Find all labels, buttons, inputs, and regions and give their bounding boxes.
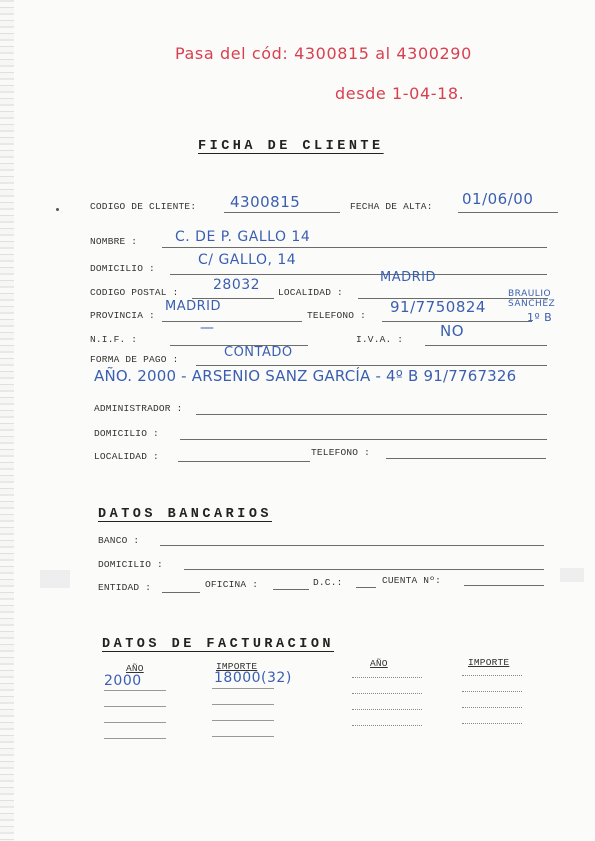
telefono-note-name: BRAULIO: [508, 289, 552, 299]
localidad2-line: [178, 461, 310, 462]
billing-line: [212, 688, 274, 689]
localidad2-label: LOCALIDAD :: [94, 451, 159, 462]
extra-handwritten-note: AÑO. 2000 - ARSENIO SANZ GARCÍA - 4º B 91/7767326: [94, 367, 517, 385]
entidad-line: [162, 592, 200, 593]
billing-row-ano: 2000: [104, 673, 142, 689]
billing-line: [212, 704, 274, 705]
scan-speck: [560, 568, 584, 582]
domicilio-line: [170, 274, 547, 275]
billing-line: [212, 720, 274, 721]
billing-heading: DATOS DE FACTURACION: [102, 637, 335, 652]
billing-line: [352, 677, 422, 678]
codigo-cliente-line: [224, 212, 340, 213]
nombre-label: NOMBRE :: [90, 236, 138, 247]
oficina-line: [273, 589, 309, 590]
telefono-note-floor: 1º B: [527, 311, 553, 324]
billing-line: [104, 706, 166, 707]
dc-label: D.C.:: [313, 577, 343, 588]
col-importe: IMPORTE: [216, 661, 258, 672]
telefono-note-surname: SANCHEZ: [508, 299, 556, 309]
iva-line: [425, 345, 547, 346]
provincia-label: PROVINCIA :: [90, 310, 155, 321]
billing-line: [352, 725, 422, 726]
forma-pago-line: [196, 365, 547, 366]
codigo-cliente-value: 4300815: [230, 193, 301, 211]
fecha-alta-value: 01/06/00: [462, 190, 534, 208]
col-importe-2: IMPORTE: [468, 657, 510, 668]
cuenta-label: CUENTA Nº:: [382, 575, 442, 586]
billing-line: [462, 723, 522, 724]
oficina-label: OFICINA :: [205, 579, 259, 590]
billing-line: [462, 675, 522, 676]
dc-line: [356, 587, 376, 588]
nombre-value: C. DE P. GALLO 14: [175, 229, 311, 245]
forma-pago-value: CONTADO: [224, 345, 293, 360]
scan-mark: [56, 208, 59, 211]
codigo-cliente-label: CODIGO DE CLIENTE:: [90, 201, 197, 212]
domicilio-value: C/ GALLO, 14: [198, 252, 297, 268]
scan-speck: [40, 570, 70, 588]
billing-line: [212, 736, 274, 737]
cuenta-line: [464, 585, 544, 586]
handwritten-note-line1: Pasa del cód: 4300815 al 4300290: [175, 44, 472, 63]
billing-line: [352, 693, 422, 694]
entidad-label: ENTIDAD :: [98, 582, 152, 593]
bank-domicilio-label: DOMICILIO :: [98, 559, 163, 570]
page-title: FICHA DE CLIENTE: [198, 139, 384, 154]
fecha-alta-label: FECHA DE ALTA:: [350, 201, 433, 212]
forma-pago-label: FORMA DE PAGO :: [90, 354, 179, 365]
provincia-value: MADRID: [165, 299, 221, 314]
nif-value: —: [200, 320, 215, 336]
administrador-label: ADMINISTRADOR :: [94, 403, 183, 414]
codigo-postal-label: CODIGO POSTAL :: [90, 287, 179, 298]
billing-line: [104, 690, 166, 691]
nif-label: N.I.F. :: [90, 334, 138, 345]
col-ano: AÑO: [126, 663, 144, 674]
billing-line: [462, 707, 522, 708]
nombre-line: [162, 247, 547, 248]
domicilio2-label: DOMICILIO :: [94, 428, 159, 439]
bank-domicilio-line: [184, 569, 544, 570]
col-ano-2: AÑO: [370, 658, 388, 669]
administrador-line: [196, 414, 547, 415]
billing-line: [104, 722, 166, 723]
scan-edge: [0, 0, 14, 841]
handwritten-note-line2: desde 1-04-18.: [335, 84, 465, 103]
iva-label: I.V.A. :: [356, 334, 404, 345]
bank-heading: DATOS BANCARIOS: [98, 507, 273, 522]
localidad-label: LOCALIDAD :: [278, 287, 343, 298]
iva-value: NO: [440, 322, 465, 340]
billing-line: [104, 738, 166, 739]
billing-row-importe: 18000(32): [214, 670, 292, 686]
billing-line: [462, 691, 522, 692]
banco-label: BANCO :: [98, 535, 140, 546]
telefono-label: TELEFONO :: [307, 310, 367, 321]
domicilio2-line: [180, 439, 547, 440]
telefono2-label: TELEFONO :: [311, 447, 371, 458]
provincia-line: [162, 321, 302, 322]
billing-line: [352, 709, 422, 710]
codigo-postal-value: 28032: [213, 277, 261, 293]
domicilio-label: DOMICILIO :: [90, 263, 155, 274]
localidad-value: MADRID: [380, 270, 436, 285]
fecha-alta-line: [458, 212, 558, 213]
telefono2-line: [386, 458, 546, 459]
banco-line: [160, 545, 544, 546]
telefono-value: 91/7750824: [390, 298, 486, 316]
